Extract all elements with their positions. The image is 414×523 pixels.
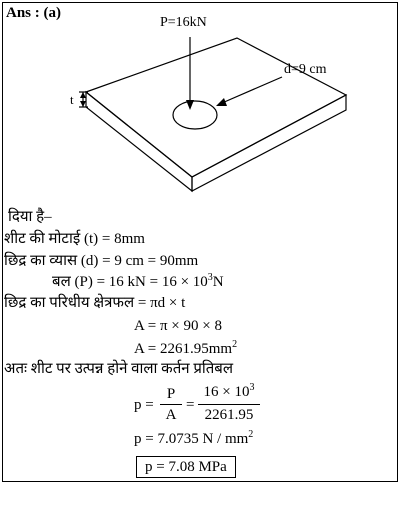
stress-result-line: p = 7.0735 N / $mm^2$	[134, 429, 254, 447]
stress-numerator-1: P	[166, 386, 176, 402]
force-line: बल (P) = 16 kN = $16 \times 10^3N$	[52, 272, 224, 290]
thickness-line: शीट की मोटाई (t) = 8mm	[4, 231, 145, 247]
stress-denominator-2: 2261.95	[204, 407, 254, 423]
diameter-leader-line	[222, 77, 282, 103]
area-formula-line: छिद्र का परिधीय क्षेत्रफल = πd × t	[4, 295, 186, 311]
force-arrowhead	[186, 100, 194, 110]
stress-intro-line: अतः शीट पर उत्पन्न होने वाला कर्तन प्रतिबल	[4, 361, 234, 377]
final-answer-box: p = 7.08 MPa	[136, 456, 236, 478]
diameter-label: d=9 cm	[284, 62, 327, 77]
fraction-bar-1	[160, 404, 182, 405]
thickness-arrowhead-bottom	[80, 101, 86, 107]
diameter-arrowhead	[216, 98, 227, 106]
plate-front-side	[86, 92, 192, 191]
area-step-line: A = π × 90 × 8	[134, 318, 222, 334]
given-heading: दिया है–	[8, 209, 52, 225]
area-value-line: $A = 2261.95mm^2$	[134, 339, 238, 357]
hole-ellipse	[173, 101, 217, 129]
plate-top-face	[86, 38, 346, 177]
thickness-label: t	[70, 92, 74, 107]
stress-numerator-2: $16 \times 10^3$	[203, 382, 255, 400]
fraction-bar-2	[198, 404, 260, 405]
diameter-line: छिद्र का व्यास (d) = 9 cm = 90mm	[4, 253, 199, 269]
stress-denominator-1: A	[165, 407, 177, 423]
answer-label: Ans : (a)	[6, 5, 61, 21]
plate-figure	[0, 0, 414, 200]
stress-equals: =	[186, 397, 195, 413]
force-label: P=16kN	[160, 15, 207, 30]
stress-lhs: p =	[134, 397, 154, 413]
thickness-arrowhead-top	[80, 92, 86, 98]
